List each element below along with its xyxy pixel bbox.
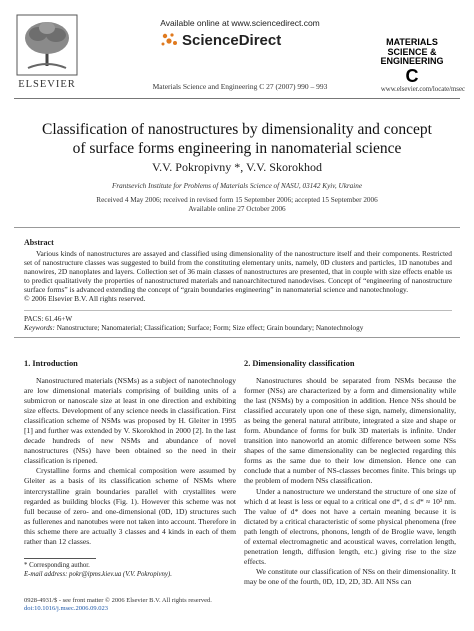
available-online-text: Available online at www.sciencedirect.com [160,18,320,28]
dim-paragraph-2: Under a nanostructure we understand the structure of one size of which d at least is less or equal to a critical one d*, d ≤ d* ≈ 10² nm. The value of d* does not have a certain meaning because it is dictated by a critical characteristic of some physical phenomena (free path length of electrons, phonons, length of de Broglie wave, length of external electromagnetic and acoustical waves, correlation length, penetration length, diffusion length, etc.) giving rise to the size effects. [244,486,456,566]
available-date: Available online 27 October 2006 [188,205,286,213]
sciencedirect-logo [160,31,178,49]
abstract-copyright: © 2006 Elsevier B.V. All rights reserved. [24,294,146,303]
title-divider [14,227,460,228]
email-line[interactable]: E-mail address: pokr@ipms.kiev.ua (V.V. Pokropivny). [24,570,172,578]
journal-header [0,0,474,100]
journal-url-link[interactable]: www.elsevier.com/locate/msec [380,86,465,93]
introduction-body [24,376,236,547]
sciencedirect-wordmark: ScienceDirect [182,31,282,49]
article-title: Classification of nanostructures by dimensionality and concept of surface forms engineering in nanomaterial science [42,121,432,157]
footnote-divider [24,558,96,559]
keywords-line [24,324,454,332]
document-info [24,597,254,614]
keywords-divider [24,310,452,311]
author-list: V.V. Pokropivny *, V.V. Skorokhod [152,160,322,174]
affiliation: Frantsevich Institute for Problems of Materials Science of NASU, 03142 Kyiv, Ukraine [111,182,363,190]
header-divider [14,98,460,99]
dim-paragraph-1: Nanostructures should be separated from NSMs because the former (NSs) are characterized by a form and dimensionality while the last (NSMs) by a composition in addition. Hence NSs should be classified accurately upon one of these sign, namely, dimensionality, as being the general natural attribute, integrated a size and shape or form. Abundance of forms for bulk 3D materials is infinite. Under transition into nanoworld an atomic difference between some NSs shapes of the same dimensionality can be neglected regarding this forms as the same due to their low dimension. Hence one can conclude that a number of NS-classes becomes finite. This brings up the problem of modern NSs classification. [244,376,456,486]
intro-paragraph-1: Nanostructured materials (NSMs) as a subject of nanotechnology are low dimensional materials comprising of building units of a submicron or nanoscale size at least in one direction and exhibiting size effects. Development of any science needs in classification. First classification scheme of NSMs was proposed by H. Gleiter in 1995 [1] and further was extended by V. Skorokhod in 2000 [2]. In the last decade hundreds of new NSMs and abundance of novel nanostructures (NSs) have been obtained so the need in their classification is ripened. [24,376,236,466]
journal-citation: Materials Science and Engineering C 27 (2007) 990 – 993 [152,82,328,91]
publisher-name: ELSEVIER [18,79,76,90]
section-heading-dimensionality: 2. Dimensionality classification [244,359,355,368]
abstract-divider [14,337,460,338]
article-history [40,196,434,214]
intro-paragraph-2: Crystalline forms and chemical composition were assumed by Gleiter as a basis of its classification scheme of NSMs where intercrystalline grain boundaries parallel with crystallites were regarded as building blocks (Fig. 1). However this scheme was not full because of zero- and one-dimensional (0D, 1D) structures such as fullerenes and nanotubes were not taken into account. Therefore in this scheme there are actually 3 classes and 4 kinds in each of them rather than 12 classes. [24,466,236,546]
journal-logo [372,38,452,90]
elsevier-tree-logo [16,14,78,76]
dim-paragraph-3: We constitute our classification of NSs on their dimensionality. It may be one of the fourth, 0D, 1D, 2D, 3D. All NSs can [244,566,456,586]
dimensionality-body [244,376,456,587]
doi-link[interactable]: doi:10.1016/j.msec.2006.09.023 [24,605,108,613]
sciencedirect-brand[interactable] [160,30,281,50]
keywords-list: Nanostructure; Nanomaterial; Classification; Surface; Form; Size effect; Grain boundary; Nanotechnology [56,324,364,332]
issn-line: 0928-4931/$ - see front matter © 2006 Elsevier B.V. All rights reserved. [24,597,212,604]
abstract-text: Various kinds of nanostructures are assayed and classified using dimensionality of the nanostructure itself and their components. Restricted set of nanostructure classes was suggested to build from the constituting elementary units, namely, 0D clusters and particles, 1D nanotubes and nanowires, 2D nanoplates and layers. Collection set of 36 main classes of nanostructures are presented, that in couple with size effects enable us to predict qualitatively the properties of nanostructured materials and nanoarchitectured nanodevises. Concept of “engineering of nanostructure surface forms” is advanced extending the concept of “grain boundaries engineering” in nanomaterial science and nanotechnology. [24,249,452,294]
corresponding-author-footnote [24,562,236,579]
pacs-code: PACS: 61.46+W [24,315,73,323]
section-heading-introduction: 1. Introduction [24,359,78,368]
abstract-heading: Abstract [24,238,54,247]
journal-logo-line: MATERIALS [386,37,438,47]
received-dates: Received 4 May 2006; received in revised form 15 September 2006; accepted 15 September 2006 [96,196,378,204]
keywords-label: Keywords: [24,324,55,332]
journal-logo-letter: C [405,65,419,86]
journal-logo-line: SCIENCE & [387,46,437,57]
journal-logo-line: ENGINEERING [380,56,444,66]
corresponding-label: * Corresponding author. [24,562,90,569]
